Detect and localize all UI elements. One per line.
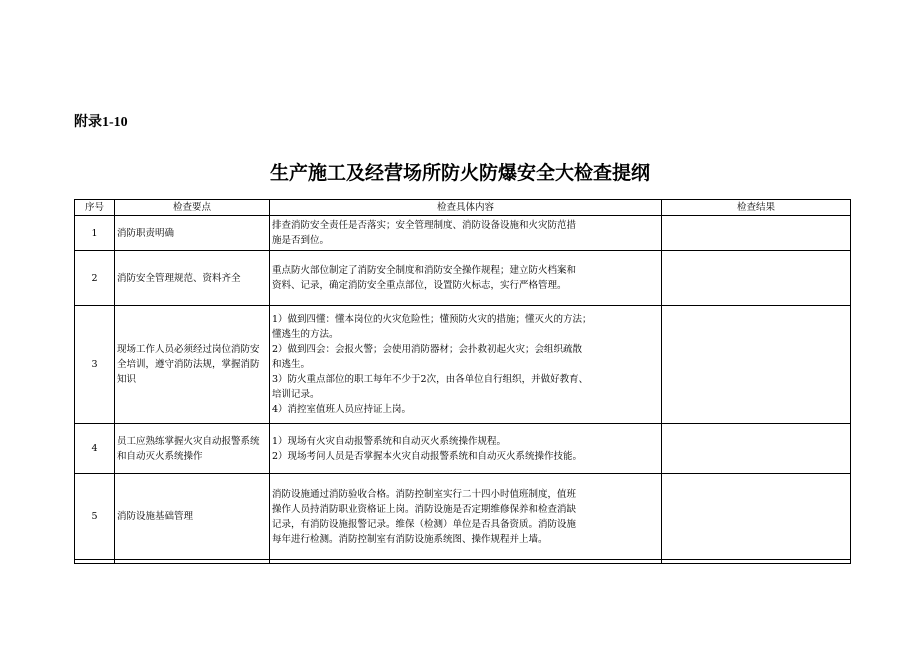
row-content bbox=[270, 251, 662, 306]
table-header-row bbox=[75, 200, 851, 216]
content-line: 2）做到四会：会报火警；会使用消防器材；会扑救初起火灾；会组织疏散 bbox=[272, 344, 583, 355]
content-line: 重点防火部位制定了消防安全制度和消防安全操作规程；建立防火档案和 bbox=[272, 265, 577, 276]
row-no: 4 bbox=[75, 424, 115, 474]
row-result[interactable] bbox=[662, 306, 851, 424]
header-no: 序号 bbox=[75, 200, 115, 216]
row-no: 3 bbox=[75, 306, 115, 424]
inspection-table bbox=[74, 199, 851, 564]
table-row bbox=[75, 306, 851, 424]
content-line: 和逃生。 bbox=[272, 359, 311, 370]
header-requirement: 检查要点 bbox=[115, 200, 270, 216]
blank-cell bbox=[75, 560, 115, 564]
table-row bbox=[75, 251, 851, 306]
content-line: 1）现场有火灾自动报警系统和自动灭火系统操作规程。 bbox=[272, 435, 507, 447]
content-line: 施是否到位。 bbox=[272, 235, 330, 246]
row-content bbox=[270, 424, 662, 474]
content-line: 1）做到四懂：懂本岗位的火灾危险性；懂预防火灾的措施；懂灭火的方法； bbox=[272, 314, 592, 325]
row-requirement: 消防安全管理规范、资料齐全 bbox=[115, 251, 270, 306]
content-line: 排查消防安全责任是否落实；安全管理制度、消防设备设施和火灾防范措 bbox=[272, 220, 577, 231]
content-line: 3）防火重点部位的职工每年不少于2次，由各单位自行组织，并做好教育、 bbox=[272, 374, 589, 385]
header-result: 检查结果 bbox=[662, 200, 851, 216]
content-line: 4）消控室值班人员应持证上岗。 bbox=[272, 404, 412, 415]
row-content bbox=[270, 216, 662, 251]
blank-cell bbox=[115, 560, 270, 564]
row-requirement: 现场工作人员必须经过岗位消防安全培训，遵守消防法规，掌握消防知识 bbox=[115, 306, 270, 424]
row-result[interactable] bbox=[662, 474, 851, 560]
row-result[interactable] bbox=[662, 424, 851, 474]
content-line: 每年进行检测。消防控制室有消防设施系统图、操作规程并上墙。 bbox=[272, 533, 548, 545]
content-line: 资料、记录，确定消防安全重点部位，设置防火标志，实行严格管理。 bbox=[272, 280, 567, 291]
table-row bbox=[75, 216, 851, 251]
document-title: 生产施工及经营场所防火防爆安全大检查提纲 bbox=[269, 162, 650, 184]
row-requirement: 消防设施基础管理 bbox=[115, 474, 270, 560]
table-row bbox=[75, 424, 851, 474]
content-line: 懂逃生的方法。 bbox=[272, 329, 339, 340]
blank-cell bbox=[270, 560, 662, 564]
content-line: 2）现场考问人员是否掌握本火灾自动报警系统和自动灭火系统操作技能。 bbox=[272, 450, 583, 462]
content-line: 消防设施通过消防验收合格。消防控制室实行二十四小时值班制度，值班 bbox=[272, 488, 577, 500]
row-requirement: 员工应熟练掌握火灾自动报警系统和自动灭火系统操作 bbox=[115, 424, 270, 474]
appendix-label: 附录1-10 bbox=[74, 115, 128, 130]
row-result[interactable] bbox=[662, 216, 851, 251]
header-content: 检查具体内容 bbox=[270, 200, 662, 216]
blank-cell bbox=[662, 560, 851, 564]
row-content bbox=[270, 474, 662, 560]
row-no: 2 bbox=[75, 251, 115, 306]
row-content bbox=[270, 306, 662, 424]
table-row-blank bbox=[75, 560, 851, 564]
content-line: 培训记录。 bbox=[272, 389, 320, 400]
row-no: 1 bbox=[75, 216, 115, 251]
row-no: 5 bbox=[75, 474, 115, 560]
content-line: 操作人员持消防职业资格证上岗。消防设施是否定期维修保养和检查消缺 bbox=[272, 503, 577, 515]
row-result[interactable] bbox=[662, 251, 851, 306]
content-line: 记录，有消防设施报警记录。维保（检测）单位是否具备资质。消防设施 bbox=[272, 518, 577, 530]
row-requirement: 消防职责明确 bbox=[115, 216, 270, 251]
table-row bbox=[75, 474, 851, 560]
